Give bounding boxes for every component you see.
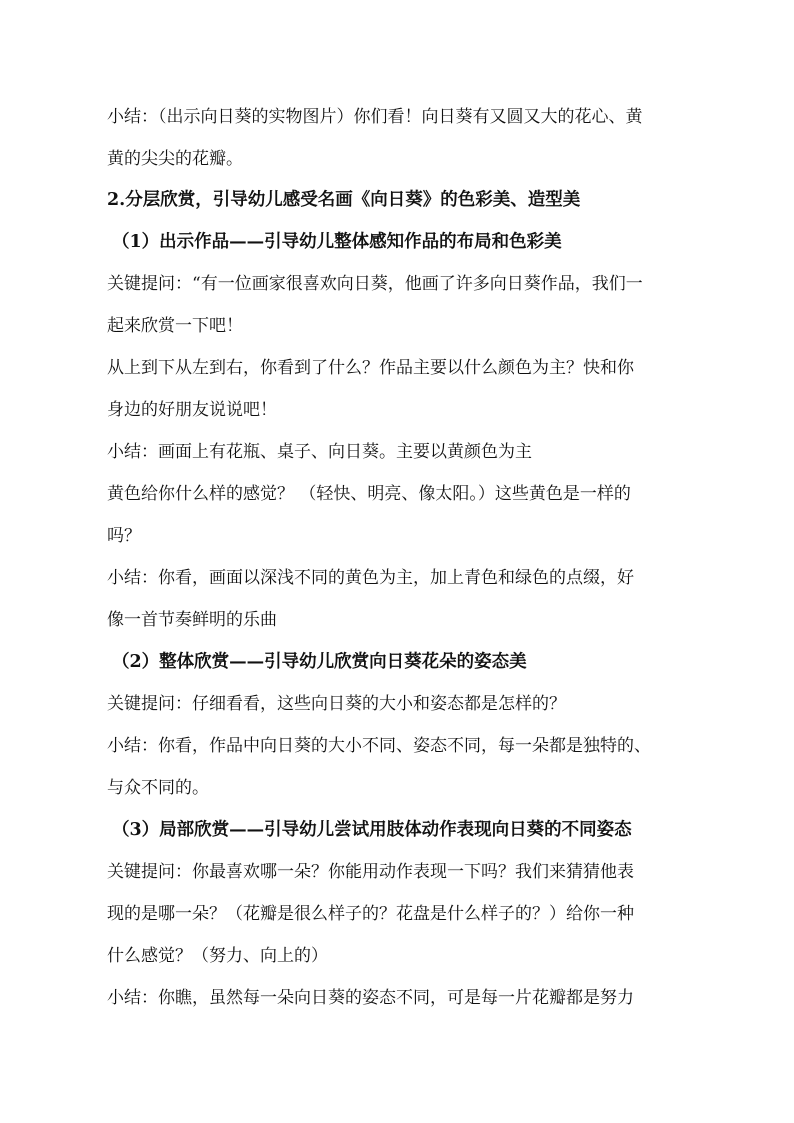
summary-paragraph-3-line-1: 小结：你看，作品中向日葵的大小不同、姿态不同，每一朵都是独特的、 (107, 736, 651, 756)
subheading-1: （1）出示作品——引导幼儿整体感知作品的布局和色彩美 (112, 232, 562, 252)
subheading-3: （3）局部欣赏——引导幼儿尝试用肢体动作表现向日葵的不同姿态 (112, 820, 632, 840)
body-paragraph-line-1: 从上到下从左到右，你看到了什么？作品主要以什么颜色为主？快和你 (107, 358, 634, 378)
question-paragraph-3-line-2: 现的是哪一朵？（花瓣是很么样子的？花盘是什么样子的？）给你一种 (107, 904, 634, 924)
question-line-2: 关键提问：仔细看看，这些向日葵的大小和姿态都是怎样的？ (107, 694, 566, 714)
body-paragraph-line-2: 身边的好朋友说说吧！ (107, 400, 277, 420)
summary-line: 小结：画面上有花瓶、桌子、向日葵。主要以黄颜色为主 (107, 442, 532, 462)
summary-paragraph-line-1: 小结：（出示向日葵的实物图片）你们看！向日葵有又圆又大的花心、黄 (107, 107, 643, 127)
question-paragraph-line-1: 关键提问：“有一位画家很喜欢向日葵，他画了许多向日葵作品，我们一 (107, 274, 643, 294)
body-paragraph-line-4: 吗？ (107, 526, 141, 546)
question-paragraph-3-line-1: 关键提问：你最喜欢哪一朵？你能用动作表现一下吗？我们来猜猜他表 (107, 862, 634, 882)
summary-paragraph-2-line-1: 小结：你看，画面以深浅不同的黄色为主，加上青色和绿色的点缀，好 (107, 568, 634, 588)
question-paragraph-3-line-3: 什么感觉？（努力、向上的） (107, 946, 328, 966)
section-heading: 2.分层欣赏，引导幼儿感受名画《向日葵》的色彩美、造型美 (107, 190, 581, 210)
summary-paragraph-4-line-1: 小结：你瞧，虽然每一朵向日葵的姿态不同，可是每一片花瓣都是努力 (107, 988, 634, 1008)
summary-paragraph-3-line-2: 与众不同的。 (107, 778, 209, 798)
subheading-2: （2）整体欣赏——引导幼儿欣赏向日葵花朵的姿态美 (112, 652, 527, 672)
body-paragraph-line-3: 黄色给你什么样的感觉？ （轻快、明亮、像太阳。）这些黄色是一样的 (107, 484, 631, 504)
question-paragraph-line-2: 起来欣赏一下吧！ (107, 316, 243, 336)
summary-paragraph-2-line-2: 像一首节奏鲜明的乐曲 (107, 610, 277, 630)
summary-paragraph-line-2: 黄的尖尖的花瓣。 (107, 149, 243, 169)
